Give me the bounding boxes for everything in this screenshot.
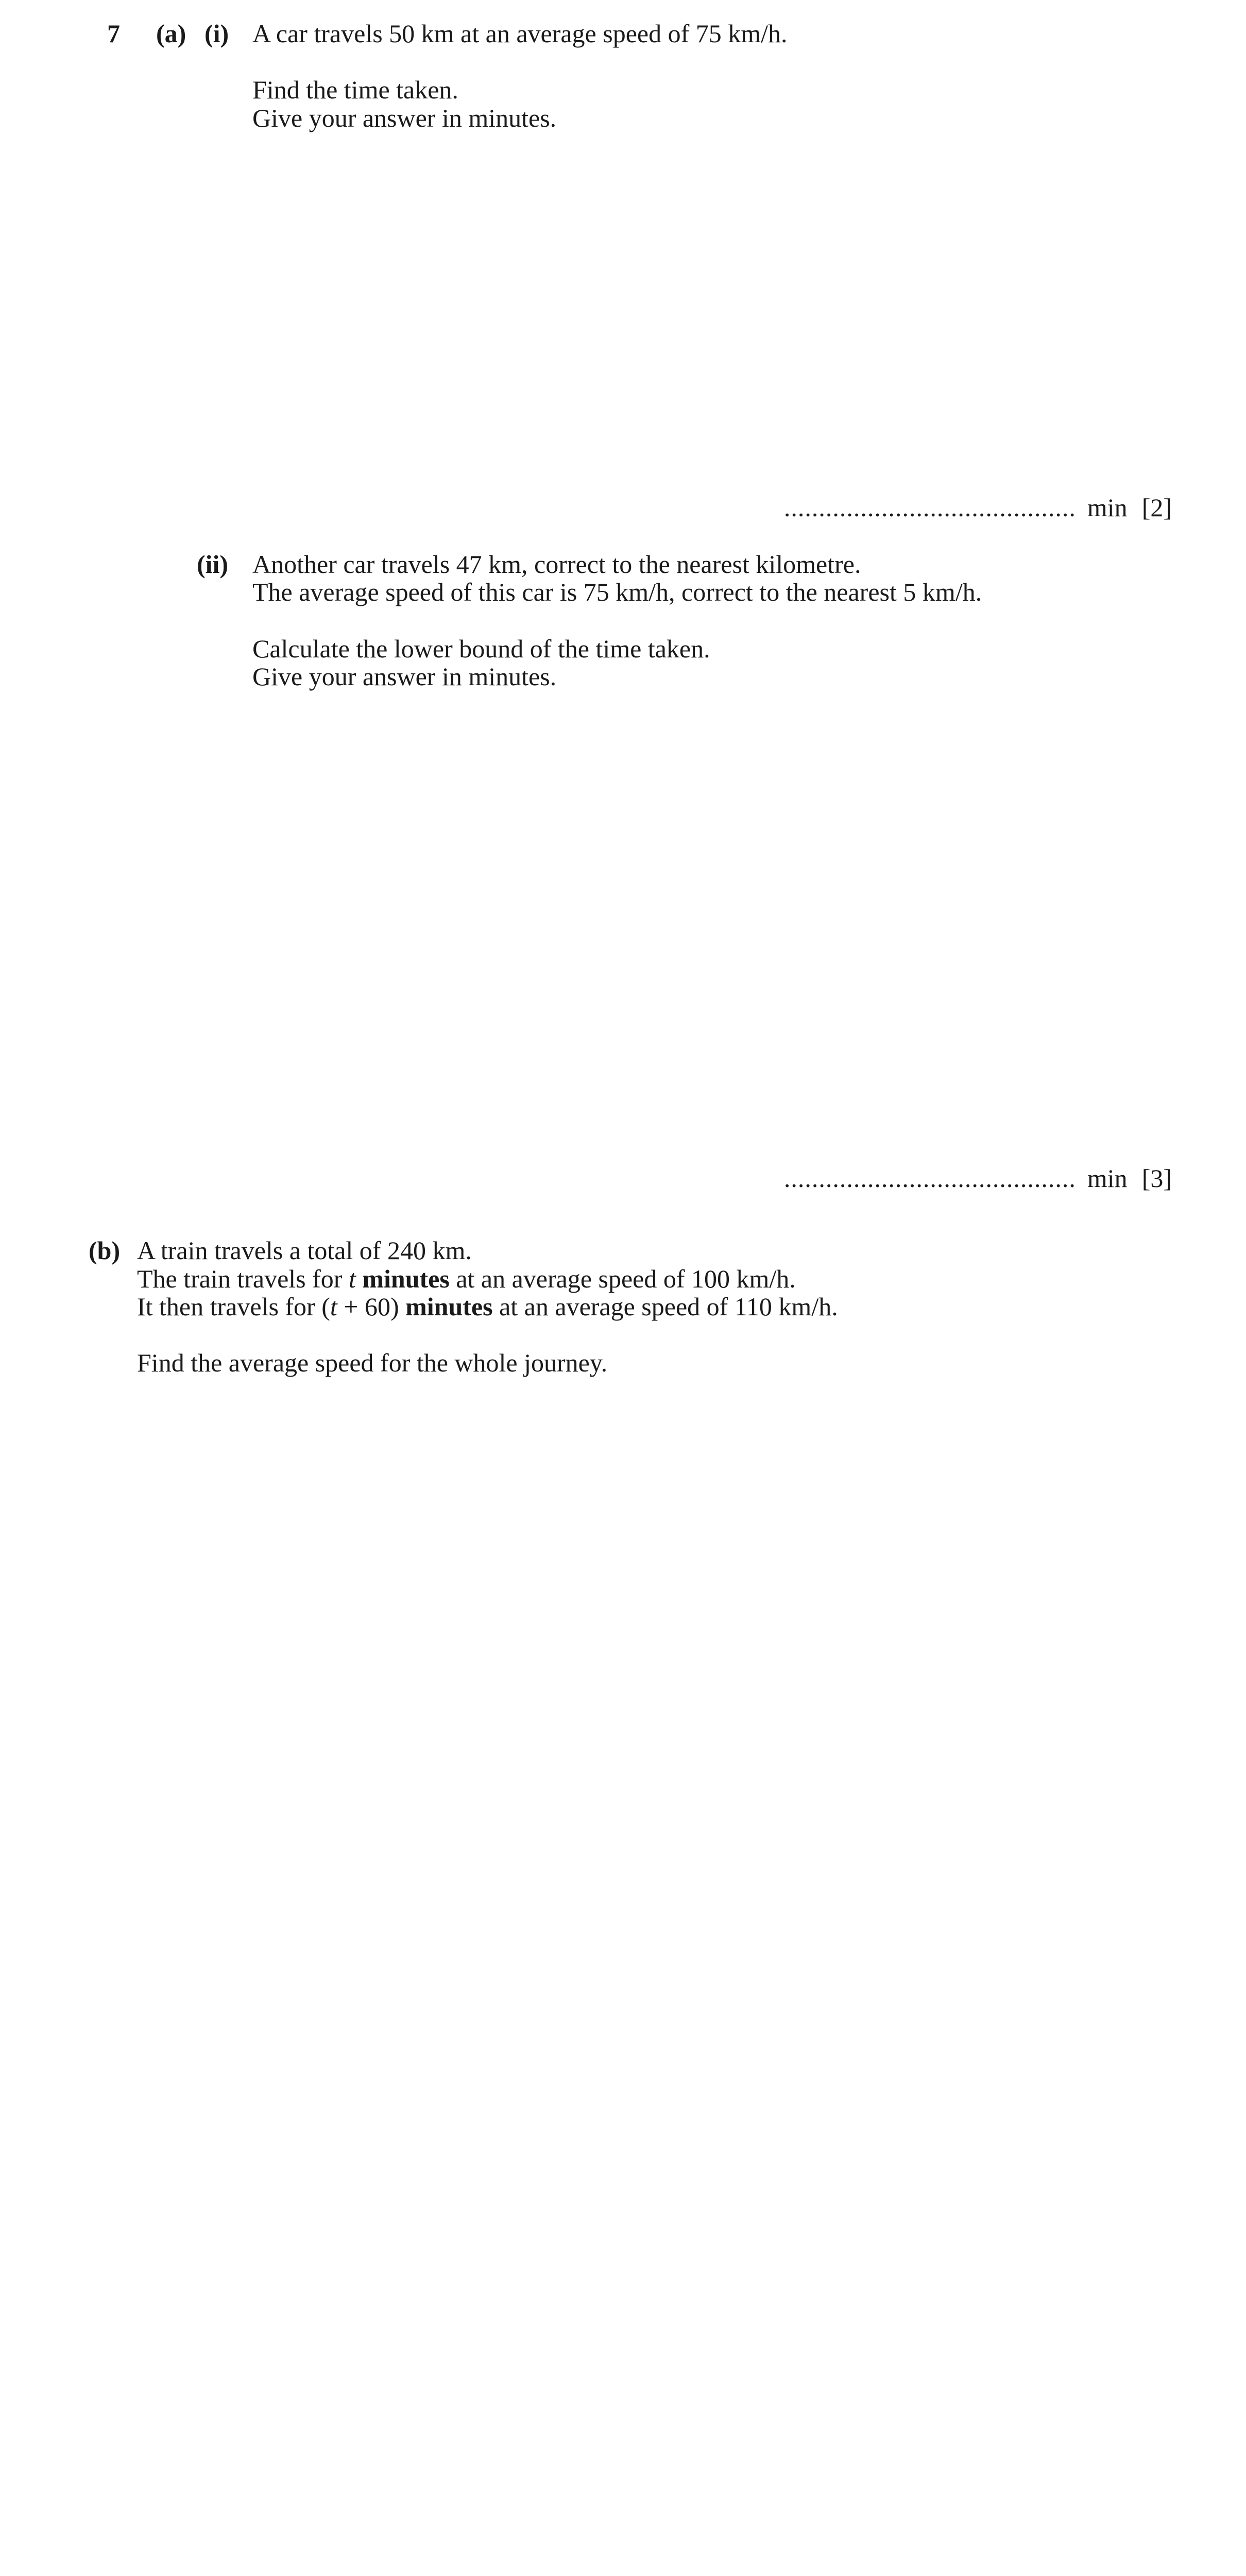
sub-i-line-1: A car travels 50 km at an average speed of 75 km/h. (252, 19, 788, 48)
part-b-line-3: It then travels for (t + 60) minutes at an average speed of 110 km/h. (137, 1292, 838, 1321)
sub-ii-answer-line[interactable] (784, 1165, 1172, 1191)
minutes-bold: minutes (405, 1292, 493, 1321)
sub-i-line-2: Find the time taken. (252, 75, 458, 104)
sub-ii-line-1: Another car travels 47 km, correct to the nearest kilometre. (252, 550, 861, 579)
sub-ii-label: (ii) (197, 550, 229, 579)
answer-dots[interactable]: .......................................... (783, 1164, 1076, 1193)
sub-i-answer-line[interactable] (784, 495, 1172, 520)
sub-ii-line-4: Give your answer in minutes. (252, 662, 557, 691)
part-b-line-4: Find the average speed for the whole journey. (137, 1348, 608, 1377)
question-number: 7 (107, 19, 120, 48)
sub-i-label: (i) (204, 19, 229, 48)
part-b-line-1: A train travels a total of 240 km. (137, 1236, 472, 1265)
answer-dots[interactable]: .......................................... (783, 493, 1076, 522)
part-b-label: (b) (89, 1236, 121, 1265)
minutes-bold: minutes (362, 1264, 450, 1293)
marks: [3] (1141, 1164, 1172, 1193)
part-b-line-2: The train travels for t minutes at an average speed of 100 km/h. (137, 1264, 796, 1293)
variable-t: t (348, 1264, 356, 1293)
answer-unit: min (1087, 493, 1128, 522)
variable-t: t (330, 1292, 337, 1321)
sub-i-line-3: Give your answer in minutes. (252, 104, 557, 132)
answer-unit: min (1087, 1164, 1128, 1193)
sub-ii-line-3: Calculate the lower bound of the time taken. (252, 634, 710, 663)
sub-ii-line-2: The average speed of this car is 75 km/h, correct to the nearest 5 km/h. (252, 578, 982, 606)
marks: [2] (1141, 493, 1172, 522)
part-a-label: (a) (156, 19, 186, 48)
